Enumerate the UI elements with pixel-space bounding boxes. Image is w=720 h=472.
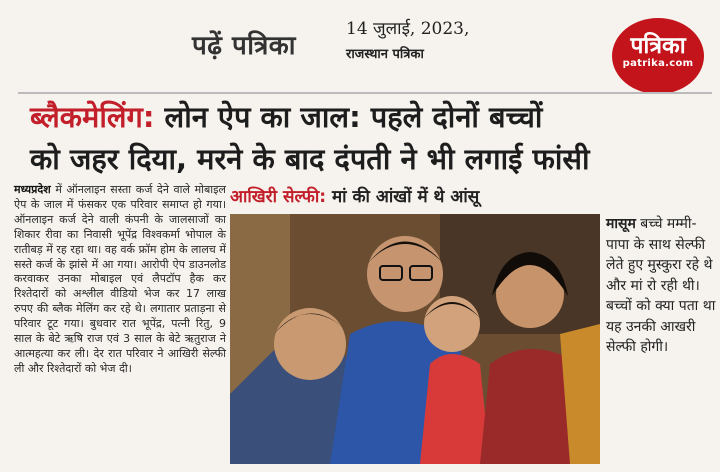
article-dateline: मध्यप्रदेश — [14, 183, 51, 196]
photo-subhead — [230, 184, 610, 207]
headline — [30, 96, 710, 180]
article-body — [14, 183, 226, 377]
paper-name: राजस्थान पत्रिका — [346, 47, 424, 62]
logo-domain-text: patrika.com — [622, 58, 694, 69]
patrika-logo — [612, 18, 704, 94]
selfie-illustration — [230, 214, 600, 464]
headline-kicker: ब्लैकमेलिंग: — [30, 100, 155, 134]
subhead-text: मां की आंखों में थे आंसू — [331, 187, 480, 207]
header-divider — [18, 92, 712, 94]
caption-text: बच्चे मम्मी-पापा के साथ सेल्फी लेते हुए मुस्कुरा रहे थे और मां रो रही थी। बच्चों को क्या पता था यह उनकी आखरी सेल्फी होगी। — [606, 216, 716, 355]
brand-title: पढ़ें पत्रिका — [192, 31, 297, 61]
caption-lead: मासूम — [606, 216, 636, 232]
family-selfie-photo — [230, 214, 600, 464]
masthead — [0, 0, 720, 92]
photo-caption — [606, 214, 718, 358]
headline-line-1: लोन ऐप का जाल: पहले दोनों बच्चों — [164, 100, 543, 134]
headline-line-2: को जहर दिया, मरने के बाद दंपती ने भी लगाई फांसी — [30, 142, 590, 176]
subhead-kicker: आखिरी सेल्फी: — [230, 187, 327, 207]
article-text: में ऑनलाइन सस्ता कर्ज देने वाले मोबाइल ऐप के जाल में फंसकर एक परिवार समाप्त हो गया। ऑनलाइन कर्ज देने वाली कंपनी के जालसाजों का शिकार रीवा का निवासी भूपेंद्र विश्वकर्मा भोपाल के रातीबड़ में रह रहा था। वह वर्क फ्रॉम होम के लालच में सस्ते कर्ज के झांसे में आ गया। आरोपी ऐप डाउनलोड करवाकर उनका मोबाइल एवं लैपटॉप हैक कर रिश्तेदारों को अश्लील वीडियो भेज कर 17 लाख रुपए की ब्लैक मेलिंग कर रहे थे। लगातार प्रताड़ना से परिवार टूट गया। बुधवार रात भूपेंद्र, पत्नी रितु, 9 साल के बेटे ऋषि राज एवं 3 साल के बेटे ऋतुराज ने आत्महत्या कर ली। देर रात परिवार ने आखिरी सेल्फी ली और रिश्तेदारों को भेज दी। — [14, 183, 226, 375]
logo-hindi-text: पत्रिका — [630, 33, 686, 59]
publication-date: 14 जुलाई, 2023, — [346, 19, 470, 39]
